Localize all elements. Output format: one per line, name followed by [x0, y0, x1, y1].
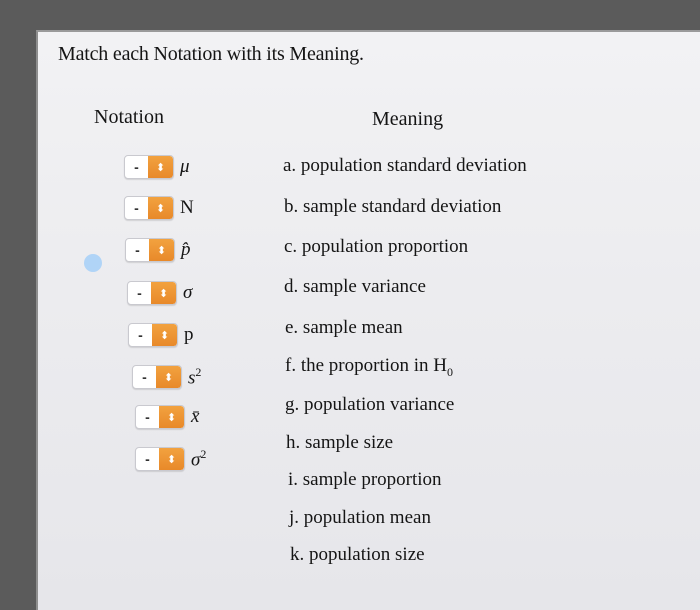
notation-row: [135, 405, 199, 429]
answer-select[interactable]: [127, 281, 177, 305]
answer-select[interactable]: [125, 238, 175, 262]
meaning-item: d. sample variance: [284, 276, 426, 297]
select-value: -: [137, 285, 142, 301]
select-value: -: [138, 327, 143, 343]
answer-select[interactable]: [132, 365, 182, 389]
notation-symbol: $s^2$: [188, 364, 202, 389]
up-down-arrows-icon[interactable]: ⬍: [156, 366, 181, 388]
up-down-arrows-icon[interactable]: ⬍: [148, 197, 173, 219]
select-value: -: [145, 451, 150, 467]
notation-row: [125, 238, 191, 262]
notation-row: [124, 155, 190, 179]
up-down-arrows-icon[interactable]: ⬍: [148, 156, 173, 178]
notation-row: [124, 196, 194, 220]
meaning-header: Meaning: [372, 108, 444, 130]
answer-select[interactable]: [135, 447, 185, 471]
select-value: -: [135, 242, 140, 258]
up-down-arrows-icon[interactable]: ⬍: [152, 324, 177, 346]
meaning-item: a. population standard deviation: [283, 155, 527, 176]
meaning-item: h. sample size: [286, 432, 394, 453]
select-value: -: [134, 159, 139, 175]
meaning-item: g. population variance: [285, 394, 455, 415]
up-down-arrows-icon[interactable]: ⬍: [159, 448, 184, 470]
answer-select[interactable]: [135, 405, 185, 429]
select-value: -: [142, 369, 147, 385]
notation-symbol: N: [180, 197, 194, 218]
notation-symbol: p̂: [181, 239, 191, 260]
meaning-item: e. sample mean: [285, 317, 403, 338]
meaning-item: i. sample proportion: [288, 469, 442, 490]
answer-select[interactable]: [124, 155, 174, 179]
focus-indicator: [84, 254, 102, 272]
notation-row: [128, 323, 194, 347]
answer-select[interactable]: [128, 323, 178, 347]
notation-symbol: x̄: [191, 406, 200, 427]
up-down-arrows-icon[interactable]: ⬍: [149, 239, 174, 261]
notation-symbol: $\sigma^2$: [191, 446, 207, 471]
notation-row: [127, 281, 192, 305]
select-value: -: [134, 200, 139, 216]
question-title: Match each Notation with its Meaning.: [58, 43, 364, 65]
meaning-item: f. the proportion in $H_0$: [285, 355, 454, 379]
notation-symbol: σ: [183, 282, 193, 303]
notation-symbol: p: [184, 324, 194, 345]
notation-symbol: μ: [180, 156, 190, 177]
meaning-item: b. sample standard deviation: [284, 196, 502, 217]
notation-header: Notation: [94, 106, 164, 128]
meaning-item: j. population mean: [289, 507, 431, 528]
notation-row: [132, 365, 201, 389]
meaning-item: k. population size: [290, 544, 425, 565]
select-value: -: [145, 409, 150, 425]
notation-row: [135, 447, 206, 471]
answer-select[interactable]: [124, 196, 174, 220]
up-down-arrows-icon[interactable]: ⬍: [159, 406, 184, 428]
up-down-arrows-icon[interactable]: ⬍: [151, 282, 176, 304]
meaning-item: c. population proportion: [284, 236, 469, 257]
